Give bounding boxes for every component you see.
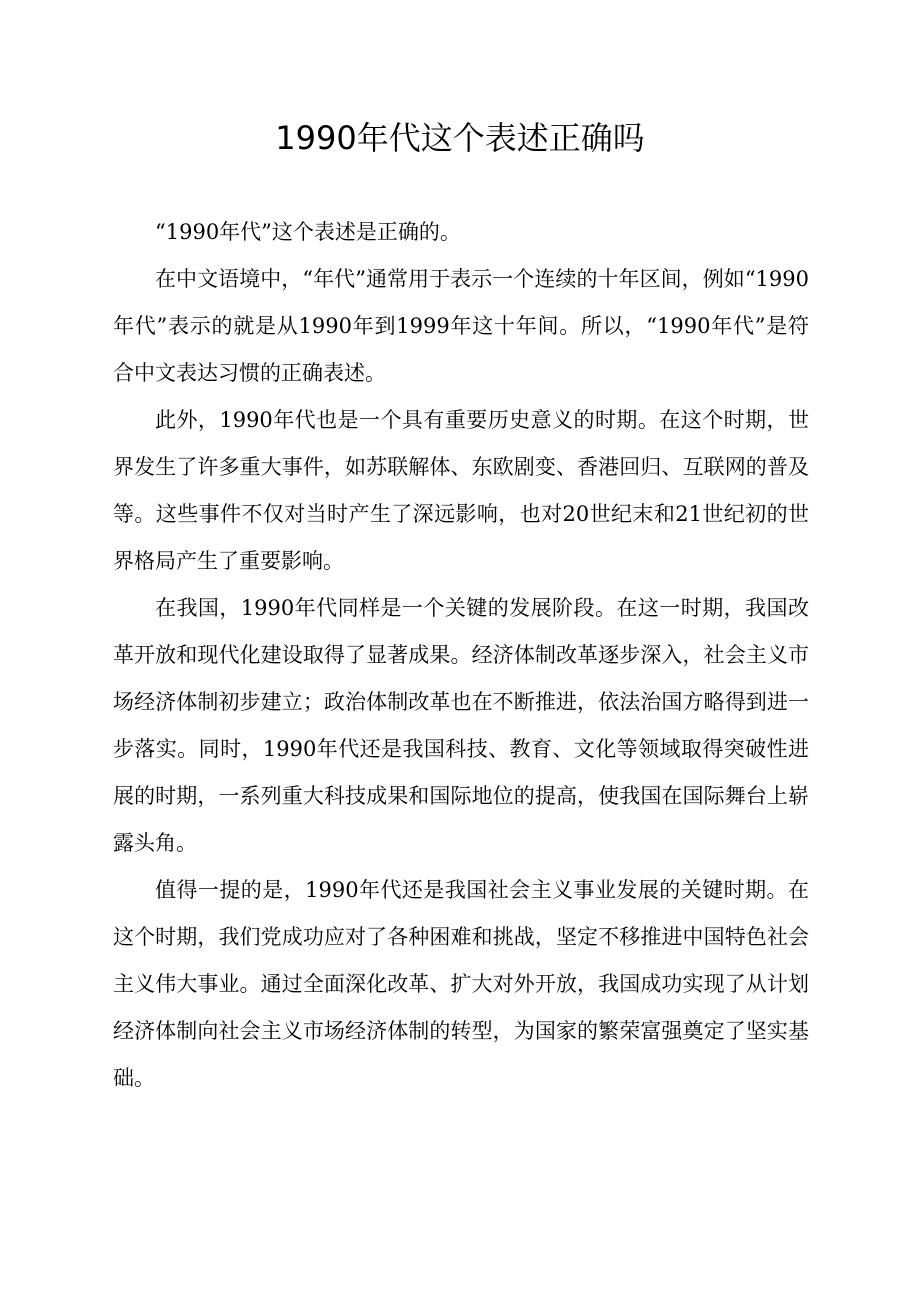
paragraph-1: “1990年代”这个表述是正确的。 <box>155 220 461 244</box>
paragraph-4: 在我国，1990年代同样是一个关键的发展阶段。在这一时期，我国改革开放和现代化建设取得了显著成果。经济体制改革逐步深入，社会主义市场经济体制初步建立；政治体制改革也在不断推进，依法治国方略得到进一步落实。同时，1990年代还是我国科技、教育、文化等领域取得突破性进展的时期，一系列重大科技成果和国际地位的提高，使我国在国际舞台上崭露头角。 <box>113 596 809 855</box>
paragraph-2: 在中文语境中，“年代”通常用于表示一个连续的十年区间，例如“1990年代”表示的就是从1990年到1999年这十年间。所以，“1990年代”是符合中文表达习惯的正确表述。 <box>113 267 809 385</box>
document-body <box>113 209 809 1102</box>
paragraph-5: 值得一提的是，1990年代还是我国社会主义事业发展的关键时期。在这个时期，我们党成功应对了各种困难和挑战，坚定不移推进中国特色社会主义伟大事业。通过全面深化改革、扩大对外开放，我国成功实现了从计划经济体制向社会主义市场经济体制的转型，为国家的繁荣富强奠定了坚实基础。 <box>113 878 809 1090</box>
paragraph-3: 此外，1990年代也是一个具有重要历史意义的时期。在这个时期，世界发生了许多重大事件，如苏联解体、东欧剧变、香港回归、互联网的普及等。这些事件不仅对当时产生了深远影响，也对20世纪末和21世纪初的世界格局产生了重要影响。 <box>113 408 809 573</box>
page-title: 1990年代这个表述正确吗 <box>275 119 645 157</box>
